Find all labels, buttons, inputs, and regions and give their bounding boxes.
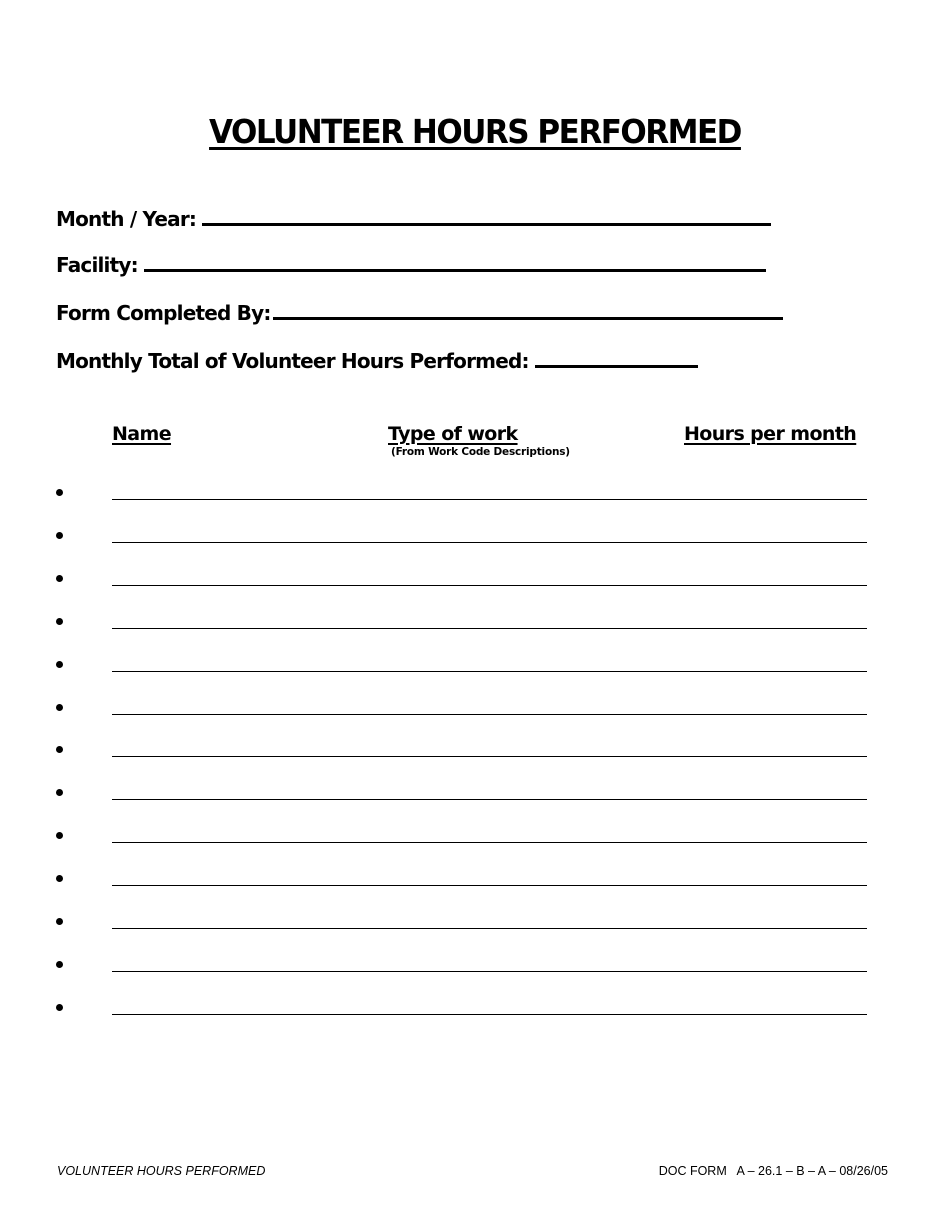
form-title: VOLUNTEER HOURS PERFORMED — [209, 112, 741, 151]
entry-row-line[interactable] — [112, 542, 867, 543]
row-bullet — [56, 489, 63, 496]
footer-form-name: VOLUNTEER HOURS PERFORMED — [57, 1164, 266, 1178]
monthly-total-input-line[interactable] — [535, 364, 698, 368]
entry-row-line[interactable] — [112, 842, 867, 843]
row-bullet — [56, 575, 63, 582]
column-header-type-of-work: Type of work — [388, 423, 518, 445]
row-bullet — [56, 961, 63, 968]
entry-row-line[interactable] — [112, 799, 867, 800]
entry-row-line[interactable] — [112, 885, 867, 886]
column-header-hours-per-month: Hours per month — [684, 423, 857, 445]
completed-by-field — [56, 301, 783, 325]
footer-form-code: DOC FORM A – 26.1 – B – A – 08/26/05 — [658, 1164, 888, 1178]
completed-by-input-line[interactable] — [273, 316, 783, 320]
column-header-name: Name — [112, 423, 172, 445]
row-bullet — [56, 832, 63, 839]
entry-row-line[interactable] — [112, 928, 867, 929]
row-bullet — [56, 1004, 63, 1011]
row-bullet — [56, 875, 63, 882]
monthly-total-label: Monthly Total of Volunteer Hours Performed: — [56, 349, 529, 373]
entry-row-line[interactable] — [112, 1014, 867, 1015]
entry-row-line[interactable] — [112, 971, 867, 972]
facility-field — [56, 253, 766, 277]
row-bullet — [56, 746, 63, 753]
facility-input-line[interactable] — [144, 268, 766, 272]
row-bullet — [56, 789, 63, 796]
entry-row-line[interactable] — [112, 714, 867, 715]
facility-label: Facility: — [56, 253, 138, 277]
row-bullet — [56, 704, 63, 711]
row-bullet — [56, 918, 63, 925]
entry-row-line[interactable] — [112, 756, 867, 757]
month-year-field — [56, 207, 771, 231]
month-year-label: Month / Year: — [56, 207, 197, 231]
row-bullet — [56, 532, 63, 539]
month-year-input-line[interactable] — [202, 222, 771, 226]
column-note-work-codes: (From Work Code Descriptions) — [391, 446, 570, 458]
row-bullet — [56, 618, 63, 625]
row-bullet — [56, 661, 63, 668]
completed-by-label: Form Completed By: — [56, 301, 271, 325]
entry-row-line[interactable] — [112, 585, 867, 586]
entry-row-line[interactable] — [112, 671, 867, 672]
entry-row-line[interactable] — [112, 628, 867, 629]
monthly-total-field — [56, 349, 698, 373]
entry-row-line[interactable] — [112, 499, 867, 500]
